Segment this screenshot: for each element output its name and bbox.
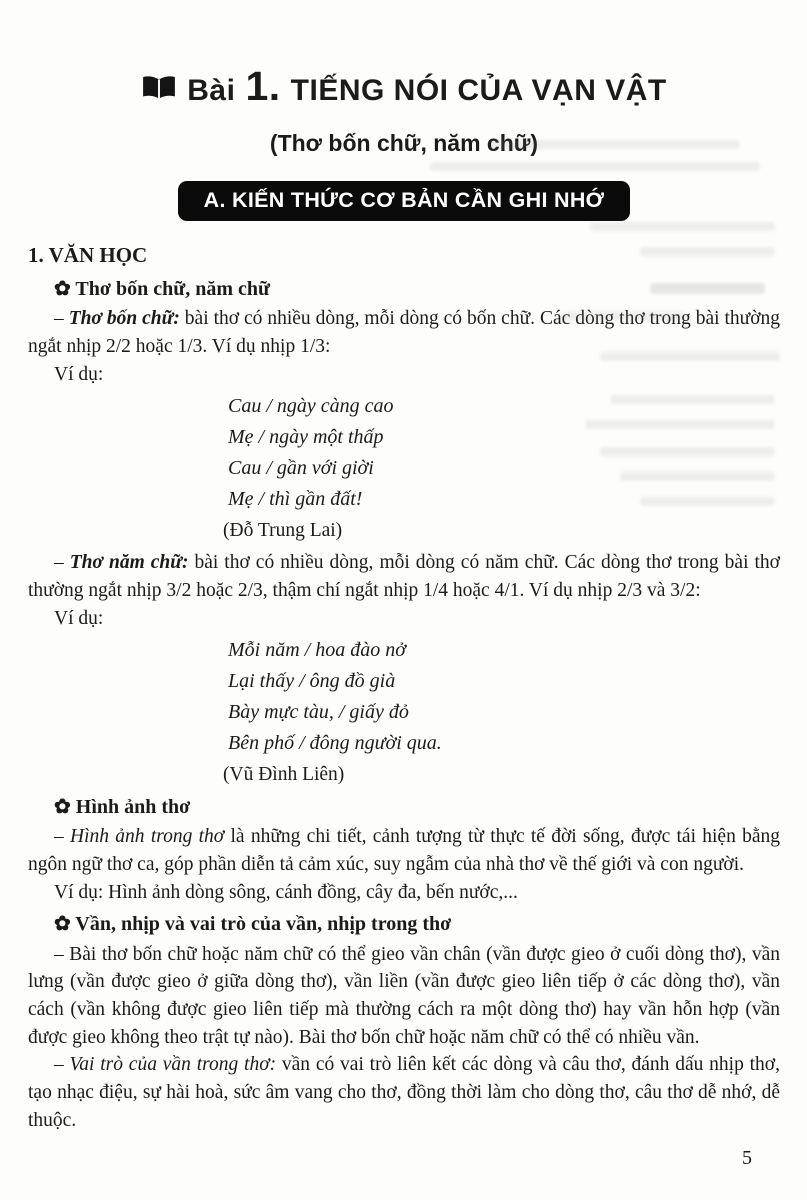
section-banner-wrap (28, 181, 780, 221)
lesson-label: Bài (187, 74, 236, 108)
poem-four-char (228, 391, 780, 515)
paragraph-rhyme-types (28, 941, 780, 1052)
bleed-through-artifact (590, 222, 775, 231)
topic-heading-rhyme-rhythm (28, 910, 780, 938)
dash: – (54, 552, 64, 574)
term-imagery: Hình ảnh trong thơ (70, 826, 225, 848)
topic-heading-imagery (28, 793, 780, 821)
dash: – (54, 1054, 64, 1076)
poem-line: Mỗi năm / hoa đào nở (228, 639, 406, 662)
lesson-header (28, 63, 780, 221)
term-four-char: Thơ bốn chữ: (68, 308, 180, 330)
topic-title: Vần, nhịp và vai trò của vần, nhịp trong thơ (75, 913, 452, 936)
poem-line: Lại thấy / ông đồ già (228, 670, 396, 693)
flower-bullet-icon: ✿ (54, 278, 71, 300)
lesson-title (28, 63, 780, 110)
example-label: Ví dụ: (54, 363, 104, 385)
poem-line: Bày mực tàu, / giấy đỏ (228, 701, 409, 724)
poem-line: Mẹ / thì gần đất! (228, 488, 363, 511)
poem-five-char (228, 635, 780, 759)
lesson-subtitle: (Thơ bốn chữ, năm chữ) (269, 130, 539, 157)
dash: – (54, 826, 64, 848)
dash: – (54, 943, 64, 965)
poem-line: Cau / gần với giời (228, 457, 374, 480)
example-imagery: Ví dụ: Hình ảnh dòng sông, cánh đồng, cây đa, bến nước,... (54, 881, 518, 903)
flower-bullet-icon: ✿ (54, 795, 71, 818)
example-label: Ví dụ: (54, 607, 104, 629)
poem-line: Mẹ / ngày một thấp (228, 426, 384, 449)
term-rhyme-role: Vai trò của vần trong thơ: (69, 1054, 277, 1076)
paragraph-text: vần có vai trò liên kết các dòng và câu thơ, đánh dấu nhịp thơ, tạo nhạc điệu, sự hài hoà, sức âm vang cho thơ, đồng thời làm cho dòng thơ, câu thơ dễ nhớ, dễ thuộc. (28, 1054, 780, 1131)
open-book-icon (141, 72, 177, 111)
lesson-number: 1. (245, 63, 281, 110)
flower-bullet-icon: ✿ (54, 913, 71, 936)
lesson-title-text: TIẾNG NÓI CỦA VẠN VẬT (290, 74, 667, 108)
section-heading-literature: 1. VĂN HỌC (28, 243, 148, 268)
paragraph-text: Bài thơ bốn chữ hoặc năm chữ có thể gieo vần chân (vần được gieo ở cuối dòng thơ), vần lưng (vần được gieo ở giữa dòng thơ), vần liền (vần được gieo liên tiếp ở các dòng thơ), vần cách (vần không được gieo liên tiếp mà thường cách ra một dòng thơ) hay vần hỗn hợp (vần được gieo không theo trật tự nào). Bài thơ bốn chữ hoặc năm chữ có thể có nhiều vần. (28, 943, 780, 1048)
page-number: 5 (742, 1147, 752, 1169)
paragraph-four-char-definition (28, 305, 780, 360)
poem-author: (Vũ Đình Liên) (223, 764, 345, 786)
dash: – (54, 308, 64, 330)
topic-heading-four-five-char (28, 275, 780, 303)
poem-line: Bên phố / đông người qua. (228, 732, 442, 755)
paragraph-text: bài thơ có nhiều dòng, mỗi dòng có năm chữ. Các dòng thơ trong bài thơ thường ngắt nhịp 3/2 hoặc 2/3, thậm chí ngắt nhịp 1/4 hoặc 4/1. Ví dụ nhịp 2/3 và 3/2: (28, 552, 780, 601)
term-five-char: Thơ năm chữ: (69, 552, 189, 574)
section-banner: A. KIẾN THỨC CƠ BẢN CẦN GHI NHỚ (178, 181, 631, 221)
paragraph-five-char-definition (28, 549, 780, 604)
topic-title: Thơ bốn chữ, năm chữ (75, 278, 270, 300)
poem-author: (Đỗ Trung Lai) (223, 520, 343, 542)
paragraph-text: bài thơ có nhiều dòng, mỗi dòng có bốn chữ. Các dòng thơ trong bài thường ngắt nhịp 2/2 hoặc 1/3. Ví dụ nhịp 1/3: (28, 308, 781, 358)
lesson-body (28, 241, 780, 1134)
paragraph-rhyme-role (28, 1051, 780, 1134)
paragraph-imagery-definition (28, 823, 780, 878)
topic-title: Hình ảnh thơ (75, 795, 191, 818)
poem-line: Cau / ngày càng cao (228, 395, 394, 418)
paragraph-text: là những chi tiết, cảnh tượng từ thực tế đời sống, được tái hiện bằng ngôn ngữ thơ ca, góp phần diễn tả cảm xúc, suy ngẫm của nhà thơ về thế giới và con người. (28, 826, 781, 875)
